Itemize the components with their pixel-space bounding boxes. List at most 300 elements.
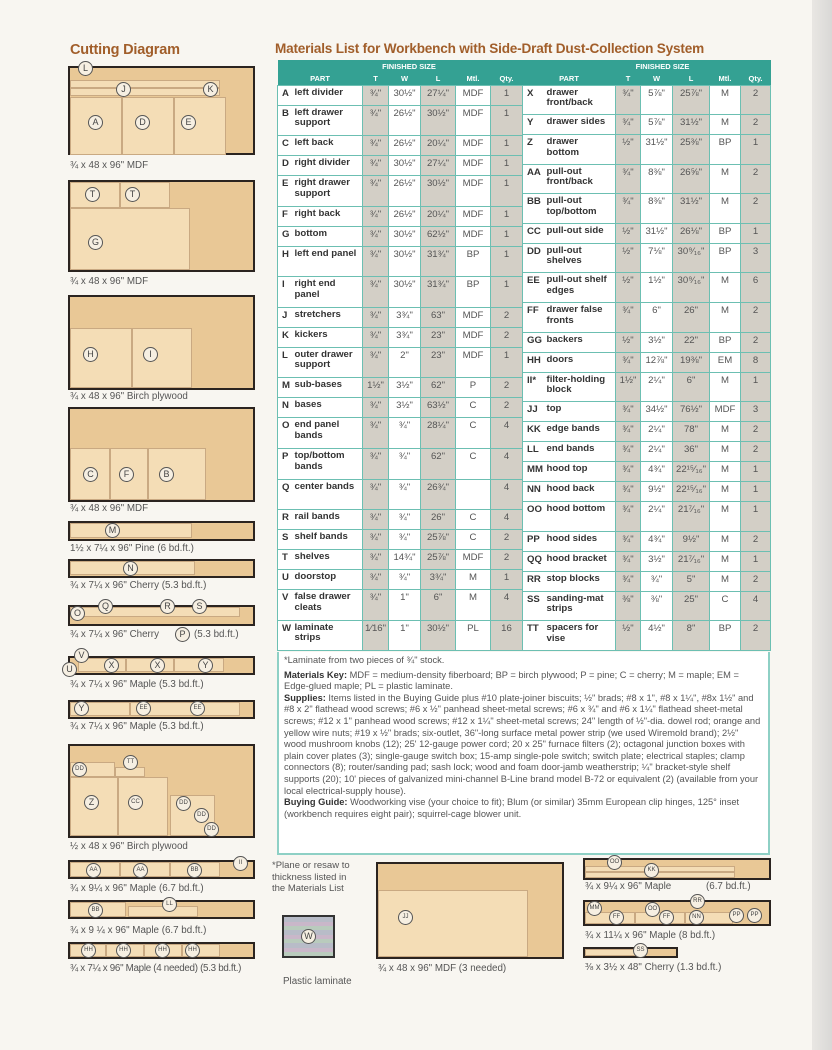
- quantity: 3: [741, 402, 771, 422]
- width: 3½": [389, 398, 421, 418]
- table-row: [278, 347, 523, 378]
- material: C: [456, 418, 491, 449]
- length: 25": [673, 591, 710, 621]
- quantity: 2: [491, 550, 523, 570]
- quantity: 4: [491, 590, 523, 621]
- part-letter: PP: [523, 531, 545, 551]
- part-name: top/bottom bands: [293, 449, 363, 480]
- width: 1": [389, 620, 421, 651]
- quantity: 1: [741, 482, 771, 502]
- width: 8⅜": [641, 194, 673, 224]
- part-name: right divider: [293, 156, 363, 176]
- quantity: 2: [741, 303, 771, 333]
- width: 2¼": [641, 422, 673, 442]
- material: PL: [456, 620, 491, 651]
- t-header: T: [616, 72, 641, 85]
- width: 6": [641, 303, 673, 333]
- part-letter: LL: [523, 442, 545, 462]
- thickness: ¾": [616, 462, 641, 482]
- width: 12⅞": [641, 352, 673, 372]
- length: 30⁹⁄₁₆": [673, 243, 710, 273]
- material: M: [710, 303, 741, 333]
- thickness: 1½": [363, 378, 389, 398]
- part-letter: H: [278, 246, 293, 277]
- table-row: [523, 422, 771, 442]
- thickness: ¾": [616, 531, 641, 551]
- material: M: [710, 194, 741, 224]
- mtl-header: Mtl.: [710, 72, 741, 85]
- material: MDF: [456, 85, 491, 105]
- material: M: [710, 482, 741, 502]
- width: 31½": [641, 223, 673, 243]
- part-label: DD: [204, 822, 219, 837]
- quantity: 1: [491, 136, 523, 156]
- material: M: [710, 462, 741, 482]
- board-caption: ¾ x 48 x 96" MDF: [70, 503, 149, 514]
- material: BP: [710, 223, 741, 243]
- materials-key-label: Materials Key:: [284, 669, 348, 680]
- part-label: FF: [659, 910, 674, 925]
- thickness: ¾": [363, 570, 389, 590]
- quantity: 4: [491, 510, 523, 530]
- width: 7⅛": [641, 243, 673, 273]
- length: 27¼": [421, 156, 456, 176]
- length: 9½": [673, 531, 710, 551]
- part-name: right end panel: [293, 277, 363, 308]
- width: 14¾": [389, 550, 421, 570]
- length: 8": [673, 621, 710, 651]
- thickness: ¾": [616, 164, 641, 194]
- length: 25⅜": [673, 135, 710, 165]
- cut-piece: [585, 872, 735, 878]
- table-row: [523, 482, 771, 502]
- width: 3½": [641, 551, 673, 571]
- width: 34½": [641, 402, 673, 422]
- part-label: C: [83, 467, 98, 482]
- thickness: ¾": [616, 482, 641, 502]
- thickness: ¾": [616, 442, 641, 462]
- part-name: left divider: [293, 85, 363, 105]
- quantity: 16: [491, 620, 523, 651]
- thickness: ½": [616, 332, 641, 352]
- part-name: hood back: [545, 482, 616, 502]
- quantity: 1: [741, 135, 771, 165]
- width: 4½": [641, 621, 673, 651]
- thickness: ½": [616, 135, 641, 165]
- material: MDF: [456, 105, 491, 136]
- thickness: ¾": [363, 510, 389, 530]
- quantity: 2: [491, 307, 523, 327]
- quantity: 4: [491, 449, 523, 480]
- width: 26½": [389, 136, 421, 156]
- thickness: ¾": [363, 550, 389, 570]
- width: 3½": [389, 378, 421, 398]
- width: 2": [389, 347, 421, 378]
- length: 21⁷⁄₁₆": [673, 551, 710, 571]
- part-name: center bands: [293, 479, 363, 510]
- table-row: [278, 226, 523, 246]
- part-name: backers: [545, 332, 616, 352]
- part-label: D: [135, 115, 150, 130]
- part-letter: M: [278, 378, 293, 398]
- length: 31¾": [421, 246, 456, 277]
- part-letter: GG: [523, 332, 545, 352]
- length: 25⅞": [421, 530, 456, 550]
- t-header: T: [363, 72, 389, 85]
- materials-table-right: [522, 60, 771, 651]
- part-name: drawer front/back: [545, 85, 616, 115]
- length: 76½": [673, 402, 710, 422]
- part-letter: O: [278, 418, 293, 449]
- width: 2¼": [641, 442, 673, 462]
- part-name: pull-out front/back: [545, 164, 616, 194]
- width: 2¼": [641, 502, 673, 532]
- material: BP: [710, 135, 741, 165]
- part-name: edge bands: [545, 422, 616, 442]
- part-label: PP: [747, 908, 762, 923]
- material: BP: [710, 621, 741, 651]
- length: 22¹⁵⁄₁₆": [673, 482, 710, 502]
- table-row: [278, 156, 523, 176]
- quantity: 1: [741, 551, 771, 571]
- part-name: filter-holding block: [545, 372, 616, 402]
- part-letter: U: [278, 570, 293, 590]
- width: 3¾": [389, 307, 421, 327]
- width: ¾": [389, 418, 421, 449]
- material: BP: [456, 246, 491, 277]
- buying-guide-label: Buying Guide:: [284, 797, 348, 808]
- quantity: 1: [491, 226, 523, 246]
- width: ¾": [389, 479, 421, 510]
- length: 5": [673, 571, 710, 591]
- part-letter: FF: [523, 303, 545, 333]
- part-name: drawer sides: [545, 115, 616, 135]
- part-letter: BB: [523, 194, 545, 224]
- cut-piece: [70, 80, 220, 88]
- part-letter: OO: [523, 502, 545, 532]
- part-letter: F: [278, 206, 293, 226]
- table-row: [523, 591, 771, 621]
- table-row: [523, 502, 771, 532]
- quantity: 2: [741, 115, 771, 135]
- part-label: AA: [133, 863, 148, 878]
- table-row: [523, 352, 771, 372]
- width: 4¾": [641, 462, 673, 482]
- thickness: ½": [616, 223, 641, 243]
- cut-piece: [70, 607, 240, 617]
- part-name: false drawer cleats: [293, 590, 363, 621]
- part-letter: E: [278, 176, 293, 207]
- thickness: ¾": [363, 226, 389, 246]
- quantity: 2: [741, 621, 771, 651]
- quantity: 1: [491, 347, 523, 378]
- mtl-header: Mtl.: [456, 72, 491, 85]
- thickness: ¾": [363, 590, 389, 621]
- part-label: AA: [86, 863, 101, 878]
- length: 25⅞": [421, 550, 456, 570]
- part-letter: L: [278, 347, 293, 378]
- table-row: [523, 621, 771, 651]
- width: 26½": [389, 206, 421, 226]
- part-letter: HH: [523, 352, 545, 372]
- quantity: 2: [741, 332, 771, 352]
- part-letter: J: [278, 307, 293, 327]
- materials-notes: [277, 652, 770, 855]
- quantity: 2: [741, 85, 771, 115]
- quantity: 1: [741, 502, 771, 532]
- part-name: pull-out shelf edges: [545, 273, 616, 303]
- table-row: [523, 303, 771, 333]
- part-name: stretchers: [293, 307, 363, 327]
- part-letter: K: [278, 327, 293, 347]
- cut-piece: [70, 328, 132, 388]
- part-letter: NN: [523, 482, 545, 502]
- w-header: W: [641, 72, 673, 85]
- thickness: ⅜": [616, 591, 641, 621]
- buying-guide: [284, 797, 763, 820]
- table-row: [523, 372, 771, 402]
- thickness: ¾": [363, 398, 389, 418]
- table-row: [278, 620, 523, 651]
- table-row: [278, 530, 523, 550]
- table-row: [523, 332, 771, 352]
- l-header: L: [673, 72, 710, 85]
- quantity: 2: [741, 164, 771, 194]
- material: M: [710, 571, 741, 591]
- part-name: kickers: [293, 327, 363, 347]
- width: ¾": [389, 449, 421, 480]
- thickness: ¾": [363, 156, 389, 176]
- length: 26⅝": [673, 164, 710, 194]
- width: 30½": [389, 85, 421, 105]
- length: 22¹⁵⁄₁₆": [673, 462, 710, 482]
- part-label: HH: [185, 943, 200, 958]
- part-label: B: [159, 467, 174, 482]
- material: M: [710, 273, 741, 303]
- width: ¾": [389, 530, 421, 550]
- material: MDF: [456, 176, 491, 207]
- part-name: rail bands: [293, 510, 363, 530]
- table-row: [278, 246, 523, 277]
- finished-size-header: FINISHED SIZE: [616, 60, 710, 72]
- thickness: ¾": [363, 246, 389, 277]
- part-letter: AA: [523, 164, 545, 194]
- board-caption: ¾ x 48 x 96" MDF: [70, 276, 149, 287]
- quantity: 2: [491, 378, 523, 398]
- part-name: pull-out shelves: [545, 243, 616, 273]
- cut-piece: [148, 448, 206, 500]
- cut-piece: [132, 328, 192, 388]
- thickness: ¾": [616, 422, 641, 442]
- cut-piece: [70, 523, 192, 538]
- quantity: 1: [741, 372, 771, 402]
- part-label: EE: [136, 701, 151, 716]
- width: 30½": [389, 226, 421, 246]
- material: M: [710, 164, 741, 194]
- width: 5⅞": [641, 85, 673, 115]
- length: 30⁹⁄₁₆": [673, 273, 710, 303]
- part-label: DD: [194, 808, 209, 823]
- part-name: drawer false fronts: [545, 303, 616, 333]
- table-row: [278, 418, 523, 449]
- table-row: [278, 327, 523, 347]
- cut-piece: [70, 88, 220, 96]
- length: 23": [421, 327, 456, 347]
- length: 26¾": [421, 479, 456, 510]
- part-label: BB: [88, 903, 103, 918]
- length: 62": [421, 378, 456, 398]
- thickness: ¾": [363, 307, 389, 327]
- part-label: T: [85, 187, 100, 202]
- width: ⅜": [641, 591, 673, 621]
- length: 23": [421, 347, 456, 378]
- quantity: 1: [491, 105, 523, 136]
- part-name: hood bracket: [545, 551, 616, 571]
- quantity: 1: [491, 246, 523, 277]
- table-row: [278, 85, 523, 105]
- material: EM: [710, 352, 741, 372]
- laminate-caption: Plastic laminate: [283, 976, 352, 987]
- qty-header: Qty.: [741, 72, 771, 85]
- quantity: 1: [491, 277, 523, 308]
- part-label: S: [192, 599, 207, 614]
- part-label: N: [123, 561, 138, 576]
- w-header: W: [389, 72, 421, 85]
- quantity: 2: [741, 531, 771, 551]
- part-name: laminate strips: [293, 620, 363, 651]
- thickness: ¾": [616, 502, 641, 532]
- part-letter: KK: [523, 422, 545, 442]
- board-caption: ¾ x 9 ¼ x 96" Maple (6.7 bd.ft.): [70, 925, 207, 936]
- material: BP: [710, 243, 741, 273]
- quantity: 2: [741, 194, 771, 224]
- quantity: 1: [491, 570, 523, 590]
- part-name: bottom: [293, 226, 363, 246]
- board-caption: 1½ x 7¼ x 96" Pine (6 bd.ft.): [70, 543, 194, 554]
- length: 31½": [673, 115, 710, 135]
- length: 30½": [421, 620, 456, 651]
- table-row: [523, 243, 771, 273]
- part-letter: T: [278, 550, 293, 570]
- part-name: drawer bottom: [545, 135, 616, 165]
- part-label: HH: [116, 943, 131, 958]
- plastic-laminate-swatch: [282, 915, 335, 958]
- length: 63½": [421, 398, 456, 418]
- table-row: [278, 176, 523, 207]
- board-caption: ¾ x 7¼ x 96" Maple (5.3 bd.ft.): [70, 679, 204, 690]
- laminate-footnote: *Laminate from two pieces of ¾" stock.: [284, 655, 445, 665]
- thickness: ¾": [363, 277, 389, 308]
- part-letter: CC: [523, 223, 545, 243]
- part-letter: D: [278, 156, 293, 176]
- quantity: 2: [741, 422, 771, 442]
- part-label: H: [83, 347, 98, 362]
- board-caption: ¾ x 11¼ x 96" Maple (8 bd.ft.): [585, 930, 716, 941]
- part-letter: V: [278, 590, 293, 621]
- material: M: [710, 115, 741, 135]
- part-label: SS: [633, 943, 648, 958]
- table-row: [278, 449, 523, 480]
- thickness: ¾": [616, 402, 641, 422]
- board-caption: ¾ x 48 x 96" MDF (3 needed): [378, 963, 507, 974]
- thickness: ¾": [363, 85, 389, 105]
- thickness: ¾": [616, 85, 641, 115]
- table-row: [523, 442, 771, 462]
- table-row: [523, 223, 771, 243]
- length: 3¾": [421, 570, 456, 590]
- part-name: left end panel: [293, 246, 363, 277]
- table-row: [523, 551, 771, 571]
- length: 78": [673, 422, 710, 442]
- thickness: ¾": [616, 194, 641, 224]
- thickness: ¾": [363, 418, 389, 449]
- thickness: ¾": [616, 352, 641, 372]
- table-row: [523, 462, 771, 482]
- material: M: [456, 590, 491, 621]
- length: 63": [421, 307, 456, 327]
- width: 31½": [641, 135, 673, 165]
- quantity: 2: [741, 571, 771, 591]
- width: ¾": [389, 570, 421, 590]
- width: 30½": [389, 277, 421, 308]
- length: 30½": [421, 105, 456, 136]
- thickness: ½": [616, 243, 641, 273]
- part-name: bases: [293, 398, 363, 418]
- part-label: DD: [72, 762, 87, 777]
- material: M: [710, 85, 741, 115]
- table-row: [278, 398, 523, 418]
- material: MDF: [456, 347, 491, 378]
- part-label: FF: [609, 910, 624, 925]
- thickness: ¾": [363, 347, 389, 378]
- part-label: F: [119, 467, 134, 482]
- thickness: ¾": [616, 115, 641, 135]
- part-name: doors: [545, 352, 616, 372]
- table-row: [523, 402, 771, 422]
- part-letter: W: [278, 620, 293, 651]
- part-name: left drawer support: [293, 105, 363, 136]
- part-letter: N: [278, 398, 293, 418]
- part-header: PART: [278, 72, 363, 85]
- part-label: G: [88, 235, 103, 250]
- part-name: pull-out side: [545, 223, 616, 243]
- part-label: HH: [81, 943, 96, 958]
- length: 28¼": [421, 418, 456, 449]
- part-name: outer drawer support: [293, 347, 363, 378]
- page-edge: [812, 0, 832, 1050]
- length: 62½": [421, 226, 456, 246]
- length: 6": [673, 372, 710, 402]
- part-letter: B: [278, 105, 293, 136]
- part-label: Y: [198, 658, 213, 673]
- material: M: [710, 372, 741, 402]
- width: 1½": [641, 273, 673, 303]
- part-name: top: [545, 402, 616, 422]
- material: M: [710, 422, 741, 442]
- part-label: P: [175, 627, 190, 642]
- length: 27¼": [421, 85, 456, 105]
- materials-key-text: MDF = medium-density fiberboard; BP = birch plywood; P = pine; C = cherry; M = maple; EM = Edge-glued maple; PL = plastic laminate.: [284, 669, 739, 692]
- part-label: Z: [84, 795, 99, 810]
- table-row: [278, 307, 523, 327]
- table-row: [523, 164, 771, 194]
- material: M: [710, 551, 741, 571]
- table-row: [523, 273, 771, 303]
- thickness: ¾": [363, 206, 389, 226]
- part-name: spacers for vise: [545, 621, 616, 651]
- thickness: ½": [616, 621, 641, 651]
- part-name: end panel bands: [293, 418, 363, 449]
